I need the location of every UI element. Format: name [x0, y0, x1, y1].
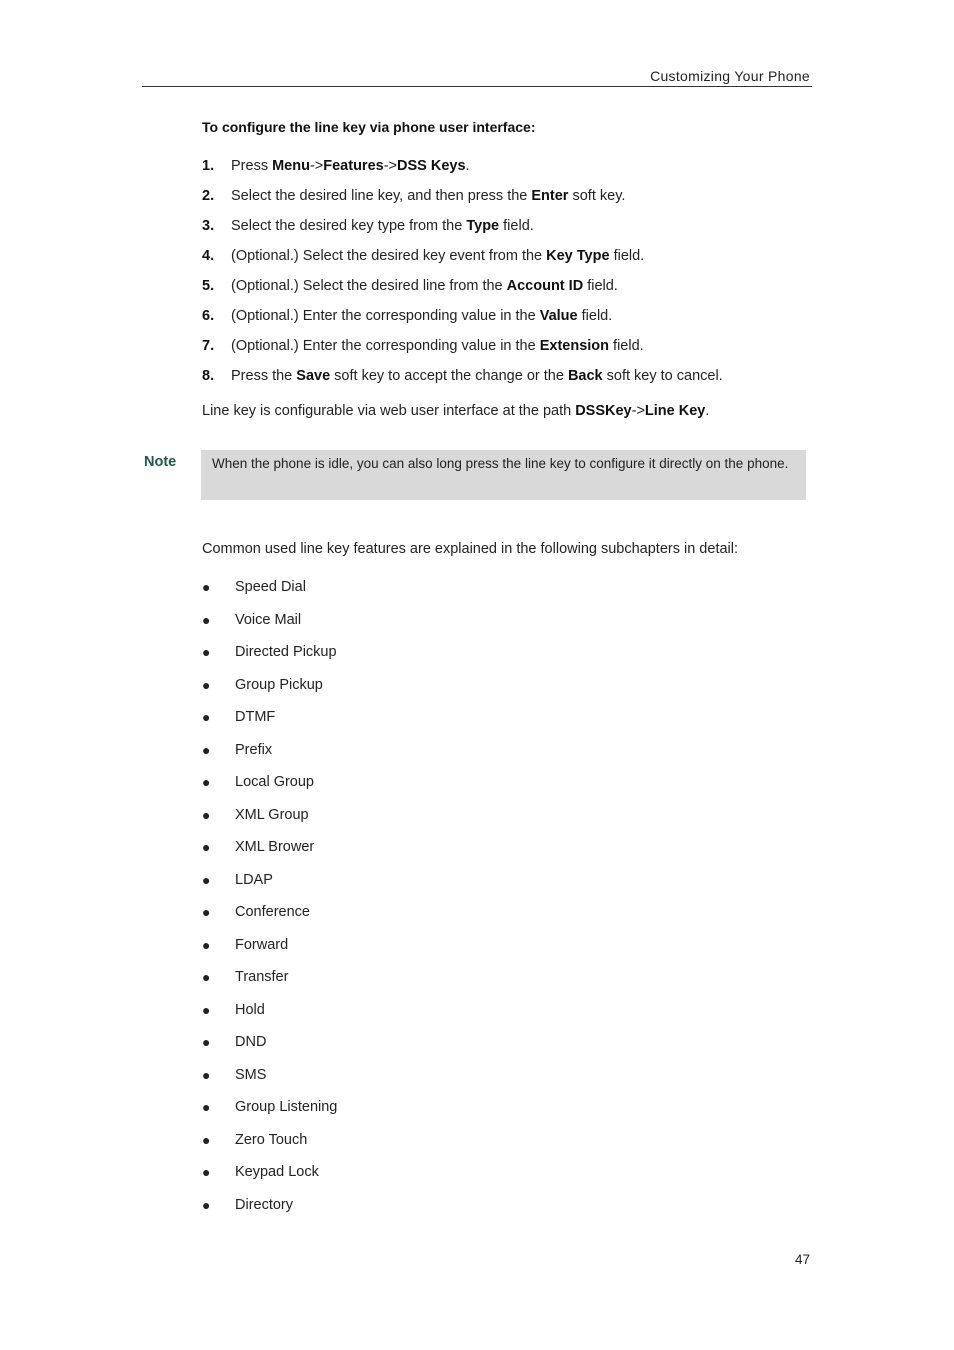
text-run: (Optional.) Select the desired key event from the — [231, 248, 547, 264]
list-item — [202, 967, 602, 1000]
text-run: field. — [609, 338, 644, 354]
text-run: field. — [577, 308, 613, 324]
feature-label: XML Brower — [235, 839, 315, 855]
feature-label: Group Listening — [235, 1099, 338, 1115]
text-run: field. — [499, 218, 534, 234]
emphasized-term: Extension — [539, 338, 610, 354]
bullet-icon: ● — [202, 806, 211, 823]
emphasized-term: Line Key — [644, 403, 706, 419]
procedure-step — [202, 366, 812, 396]
step-number: 6. — [202, 308, 215, 324]
step-number: 2. — [202, 188, 215, 204]
text-run: Line key is configurable via web user interface at the path — [202, 403, 576, 419]
bullet-icon: ● — [202, 1196, 211, 1213]
bullet-icon: ● — [202, 969, 211, 985]
feature-label: Local Group — [235, 774, 314, 790]
list-item — [202, 1032, 602, 1065]
list-item — [202, 740, 602, 773]
note-label: Note — [144, 454, 177, 470]
list-item — [202, 805, 602, 838]
procedure-step — [202, 246, 812, 276]
list-item — [202, 772, 602, 805]
procedure-step — [202, 276, 812, 306]
text-run: soft key to accept the change or the — [330, 368, 568, 384]
bullet-icon: ● — [202, 1034, 211, 1050]
step-number: 3. — [202, 218, 215, 234]
emphasized-term: DSS Keys — [397, 158, 466, 174]
step-number: 7. — [202, 338, 215, 354]
feature-label: Directed Pickup — [235, 644, 337, 660]
step-number: 8. — [202, 368, 215, 384]
bullet-icon: ● — [202, 611, 211, 628]
step-number: 4. — [202, 248, 215, 264]
bullet-icon: ● — [202, 936, 211, 953]
text-run: soft key. — [568, 188, 626, 204]
feature-label: LDAP — [235, 871, 273, 888]
text-run: -> — [631, 403, 645, 419]
bullet-icon: ● — [202, 1131, 211, 1148]
emphasized-term: Menu — [272, 158, 310, 174]
step-text — [231, 186, 625, 206]
list-item — [202, 707, 602, 740]
web-config-paragraph — [202, 403, 709, 419]
feature-label: Voice Mail — [235, 611, 302, 628]
text-run: (Optional.) Select the desired line from the — [231, 278, 507, 294]
text-run: field. — [583, 278, 618, 294]
bullet-icon: ● — [202, 1099, 211, 1115]
feature-label: Conference — [235, 904, 310, 920]
header-rule — [142, 86, 812, 87]
feature-label: XML Group — [235, 806, 309, 823]
emphasized-term: Save — [296, 368, 331, 384]
bullet-icon: ● — [202, 904, 211, 920]
emphasized-term: Enter — [531, 188, 569, 204]
list-item — [202, 1097, 602, 1130]
list-item — [202, 935, 602, 968]
list-item — [202, 1065, 602, 1098]
list-item — [202, 610, 602, 643]
procedure-step — [202, 186, 812, 216]
list-item — [202, 675, 602, 708]
step-text — [231, 156, 470, 176]
step-text — [231, 246, 644, 266]
text-run: Select the desired key type from the — [231, 218, 467, 234]
list-item — [202, 577, 602, 610]
text-run: (Optional.) Enter the corresponding value in the — [231, 308, 540, 324]
text-run: . — [705, 403, 710, 419]
feature-label: Speed Dial — [235, 579, 306, 595]
list-item — [202, 642, 602, 675]
emphasized-term: Back — [567, 368, 603, 384]
list-item — [202, 1130, 602, 1163]
feature-label: DND — [235, 1034, 267, 1050]
bullet-icon: ● — [202, 839, 211, 855]
text-run: Select the desired line key, and then press the — [231, 188, 532, 204]
procedure-step — [202, 336, 812, 366]
procedure-steps — [202, 156, 812, 396]
bullet-icon: ● — [202, 741, 211, 758]
step-number: 5. — [202, 278, 215, 294]
procedure-title: To configure the line key via phone user interface: — [202, 119, 536, 135]
features-intro: Common used line key features are explained in the following subchapters in detail: — [202, 541, 739, 557]
step-text — [231, 306, 612, 326]
feature-label: Prefix — [235, 741, 273, 758]
list-item — [202, 1162, 602, 1195]
emphasized-term: Key Type — [546, 248, 610, 264]
procedure-step — [202, 156, 812, 186]
feature-label: Group Pickup — [235, 676, 323, 693]
features-list — [202, 577, 602, 1227]
bullet-icon: ● — [202, 676, 211, 693]
emphasized-term: DSSKey — [575, 403, 632, 419]
feature-label: Keypad Lock — [235, 1164, 319, 1180]
bullet-icon: ● — [202, 709, 211, 725]
procedure-step — [202, 216, 812, 246]
step-text — [231, 336, 644, 356]
emphasized-term: Value — [539, 308, 578, 324]
feature-label: Zero Touch — [235, 1131, 308, 1148]
text-run: . — [465, 158, 470, 174]
feature-label: SMS — [235, 1066, 267, 1083]
feature-label: Transfer — [235, 969, 289, 985]
text-run: -> — [309, 158, 324, 174]
feature-label: Forward — [235, 936, 289, 953]
bullet-icon: ● — [202, 579, 211, 595]
feature-label: DTMF — [235, 709, 276, 725]
list-item — [202, 902, 602, 935]
running-header: Customizing Your Phone — [650, 68, 810, 84]
emphasized-term: Features — [323, 158, 384, 174]
list-item — [202, 870, 602, 903]
feature-label: Hold — [235, 1001, 265, 1018]
text-run: Press the — [231, 368, 297, 384]
step-text — [231, 216, 534, 236]
list-item — [202, 1195, 602, 1228]
note-box: When the phone is idle, you can also long press the line key to configure it directly on the phone. — [201, 450, 806, 500]
feature-label: Directory — [235, 1196, 294, 1213]
page-number: 47 — [794, 1252, 810, 1267]
list-item — [202, 837, 602, 870]
emphasized-term: Type — [466, 218, 500, 234]
text-run: soft key to cancel. — [602, 368, 723, 384]
text-run: -> — [383, 158, 397, 174]
step-text — [231, 366, 723, 386]
bullet-icon: ● — [202, 1001, 211, 1018]
step-number: 1. — [202, 158, 215, 174]
procedure-step — [202, 306, 812, 336]
text-run: field. — [609, 248, 645, 264]
bullet-icon: ● — [202, 871, 211, 888]
bullet-icon: ● — [202, 644, 211, 660]
bullet-icon: ● — [202, 1066, 211, 1083]
emphasized-term: Account ID — [506, 278, 584, 294]
step-text — [231, 276, 618, 296]
bullet-icon: ● — [202, 1164, 211, 1180]
text-run: (Optional.) Enter the corresponding value in the — [231, 338, 540, 354]
bullet-icon: ● — [202, 774, 211, 790]
text-run: Press — [231, 158, 273, 174]
list-item — [202, 1000, 602, 1033]
